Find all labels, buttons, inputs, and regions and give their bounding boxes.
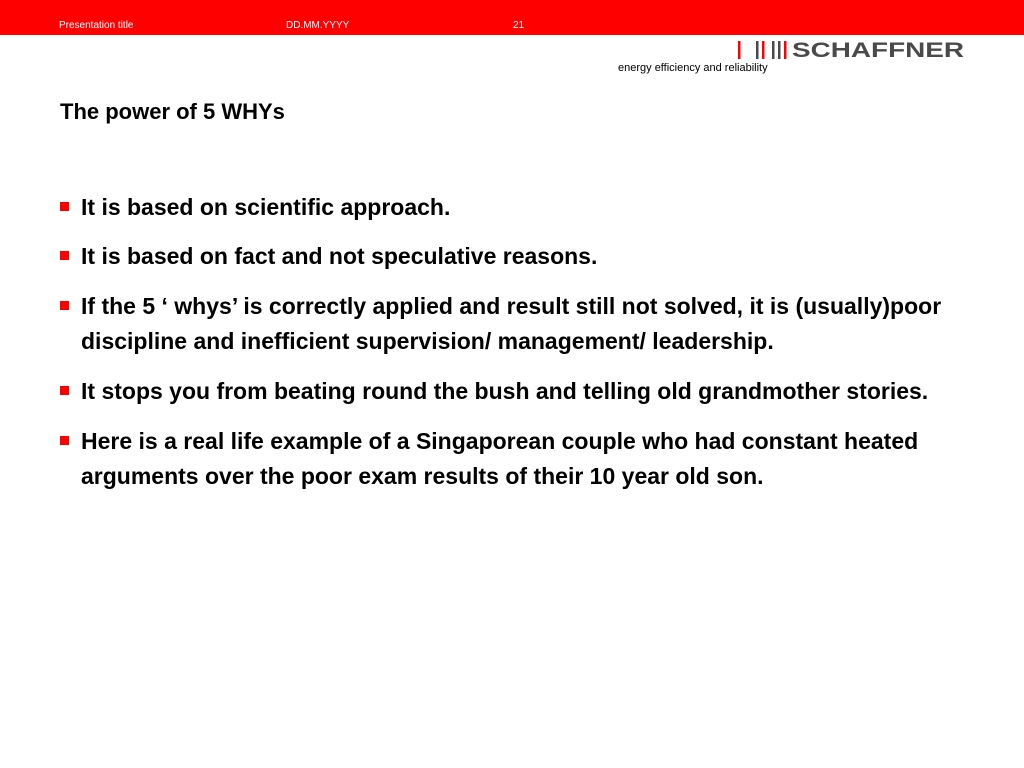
bullet-square-icon	[60, 386, 69, 395]
page-number: 21	[513, 20, 525, 31]
list-item	[60, 424, 980, 494]
bullet-square-icon	[60, 202, 69, 211]
bullet-text: It is based on fact and not speculative reasons.	[81, 243, 598, 269]
presentation-title: Presentation title	[59, 20, 134, 31]
list-item	[60, 239, 980, 274]
header-bar	[0, 0, 1024, 35]
svg-text:SCHAFFNER: SCHAFFNER	[792, 40, 964, 61]
schaffner-logo	[736, 40, 968, 61]
list-item	[60, 374, 980, 409]
bullet-text: It stops you from beating round the bush and telling old grandmother stories.	[81, 378, 929, 404]
bullet-square-icon	[60, 251, 69, 260]
bullet-square-icon	[60, 436, 69, 445]
bullet-text: If the 5 ‘ whys’ is correctly applied and result still not solved, it is (usually)poor discipline and inefficient supervision/ management/ leadership.	[81, 293, 942, 354]
presentation-date: DD.MM.YYYY	[286, 20, 350, 31]
bullet-text: It is based on scientific approach.	[81, 194, 451, 220]
list-item	[60, 190, 980, 225]
bullet-list	[60, 190, 980, 509]
list-item	[60, 289, 980, 359]
bullet-text: Here is a real life example of a Singaporean couple who had constant heated arguments over the poor exam results of their 10 year old son.	[81, 428, 919, 489]
slide-title: The power of 5 WHYs	[60, 99, 285, 124]
bullet-square-icon	[60, 301, 69, 310]
brand-tagline: energy efficiency and reliability	[618, 62, 768, 74]
